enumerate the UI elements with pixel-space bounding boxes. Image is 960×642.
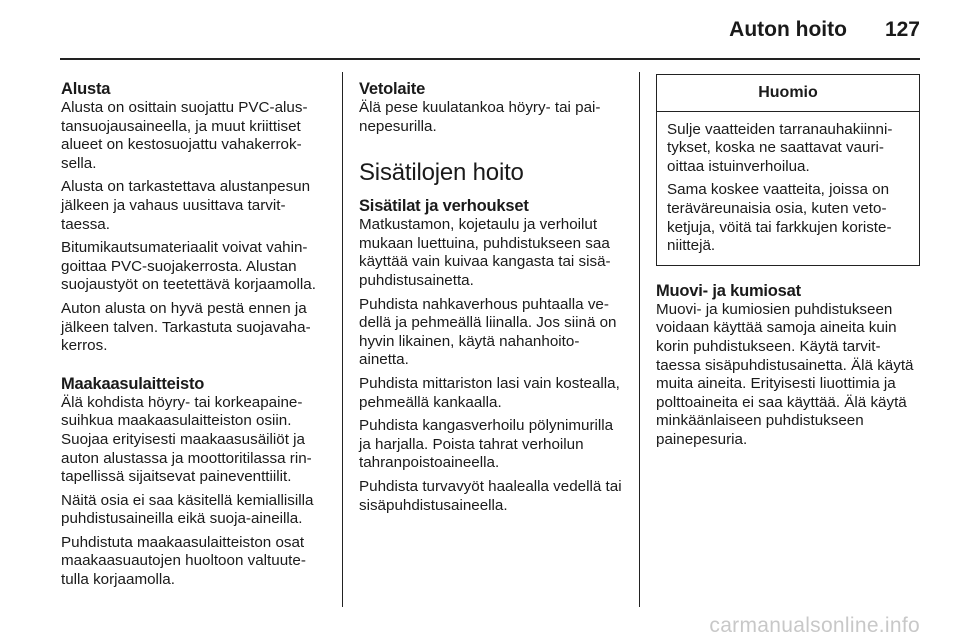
note-title: Huomio [657, 75, 919, 112]
page-number: 127 [884, 18, 920, 41]
column-divider-1 [342, 72, 343, 607]
heading-maakaasulaitteisto: Maakaasulaitteisto [61, 374, 205, 393]
paragraph: Sulje vaatteiden tarranauhakiinnitykset, koska ne saattavat vaurioittaa istuinverhoilua. [667, 120, 893, 175]
paragraph: Sama koskee vaatteita, joissa on teräväreunaisia osia, kuten vetoketjuja, vöitä tai farkkujen koristeniittejä. [667, 181, 892, 255]
page-header [729, 18, 920, 42]
paragraph: Auton alusta on hyvä pestä ennen ja jälkeen talven. Tarkastuta suojavahakerros. [61, 299, 311, 355]
paragraph: Alusta on osittain suojattu PVC-alustansuojausaineella, ja muut kriittiset alueet on kestosuojattu vahakerroksella. [61, 99, 308, 172]
watermark: carmanualsonline.info [709, 614, 920, 637]
chapter-title: Sisätilojen hoito [359, 159, 524, 187]
paragraph: Muovi- ja kumiosien puhdistukseen voidaan käyttää samoja aineita kuin korin puhdistukseen. Käytä tarvittaessa sisäpuhdistusainetta. Älä käytä muita aineita. Erityisesti liuottimia ja polttoaineita ei saa käyttää. Älä käytä minkäänlaiseen puhdistukseen painepesuria. [656, 300, 914, 448]
column-2 [359, 80, 623, 520]
heading-sisatilat: Sisätilat ja verhoukset [359, 197, 529, 216]
heading-vetolaite: Vetolaite [359, 80, 426, 98]
paragraph: Puhdista nahkaverhous puhtaalla vedellä ja pehmeällä liinalla. Jos siinä on hyvin likainen, käytä nahanhoitoainetta. [359, 295, 617, 369]
paragraph: Matkustamon, kojetaulu ja verhoilut mukaan luettuina, puhdistukseen saa käyttää vain kuivaa kangasta tai sisäpuhdistusainetta. [359, 216, 611, 289]
heading-muovi: Muovi- ja kumiosat [656, 281, 801, 300]
note-body [657, 112, 919, 265]
heading-alusta: Alusta [61, 80, 111, 98]
paragraph: Näitä osia ei saa käsitellä kemiallisilla puhdistusaineilla eikä suoja-aineilla. [61, 491, 314, 528]
paragraph: Puhdista mittariston lasi vain kostealla, pehmeällä kankaalla. [359, 374, 620, 411]
column-1 [61, 80, 325, 595]
paragraph: Puhdistuta maakaasulaitteiston osat maakaasuautojen huoltoon valtuutetulla korjaamolla. [61, 533, 306, 589]
paragraph: Älä kohdista höyry- tai korkeapainesuihkua maakaasulaitteiston osiin. Suojaa erityisesti maakaasusäiliöt ja auton alustassa ja moottoritilassa rintapellissä sijaitsevat paineventtiilit. [61, 393, 312, 486]
header-rule [60, 58, 920, 60]
note-box [656, 74, 920, 266]
column-3 [656, 80, 920, 455]
paragraph: Älä pese kuulatankoa höyry- tai painepesurilla. [359, 99, 601, 135]
paragraph: Puhdista turvavyöt haalealla vedellä tai sisäpuhdistusaineella. [359, 477, 622, 514]
paragraph: Alusta on tarkastettava alustanpesun jälkeen ja vahaus uusittava tarvittaessa. [61, 178, 311, 233]
column-divider-2 [639, 72, 640, 607]
header-section-title: Auton hoito [729, 18, 847, 41]
paragraph: Puhdista kangasverhoilu pölynimurilla ja harjalla. Poista tahrat verhoilun tahranpoistoaineella. [359, 417, 614, 472]
paragraph: Bitumikautsumateriaalit voivat vahingoittaa PVC-suojakerrosta. Alustan suojaustyöt on teetettävä korjaamolla. [61, 239, 316, 294]
